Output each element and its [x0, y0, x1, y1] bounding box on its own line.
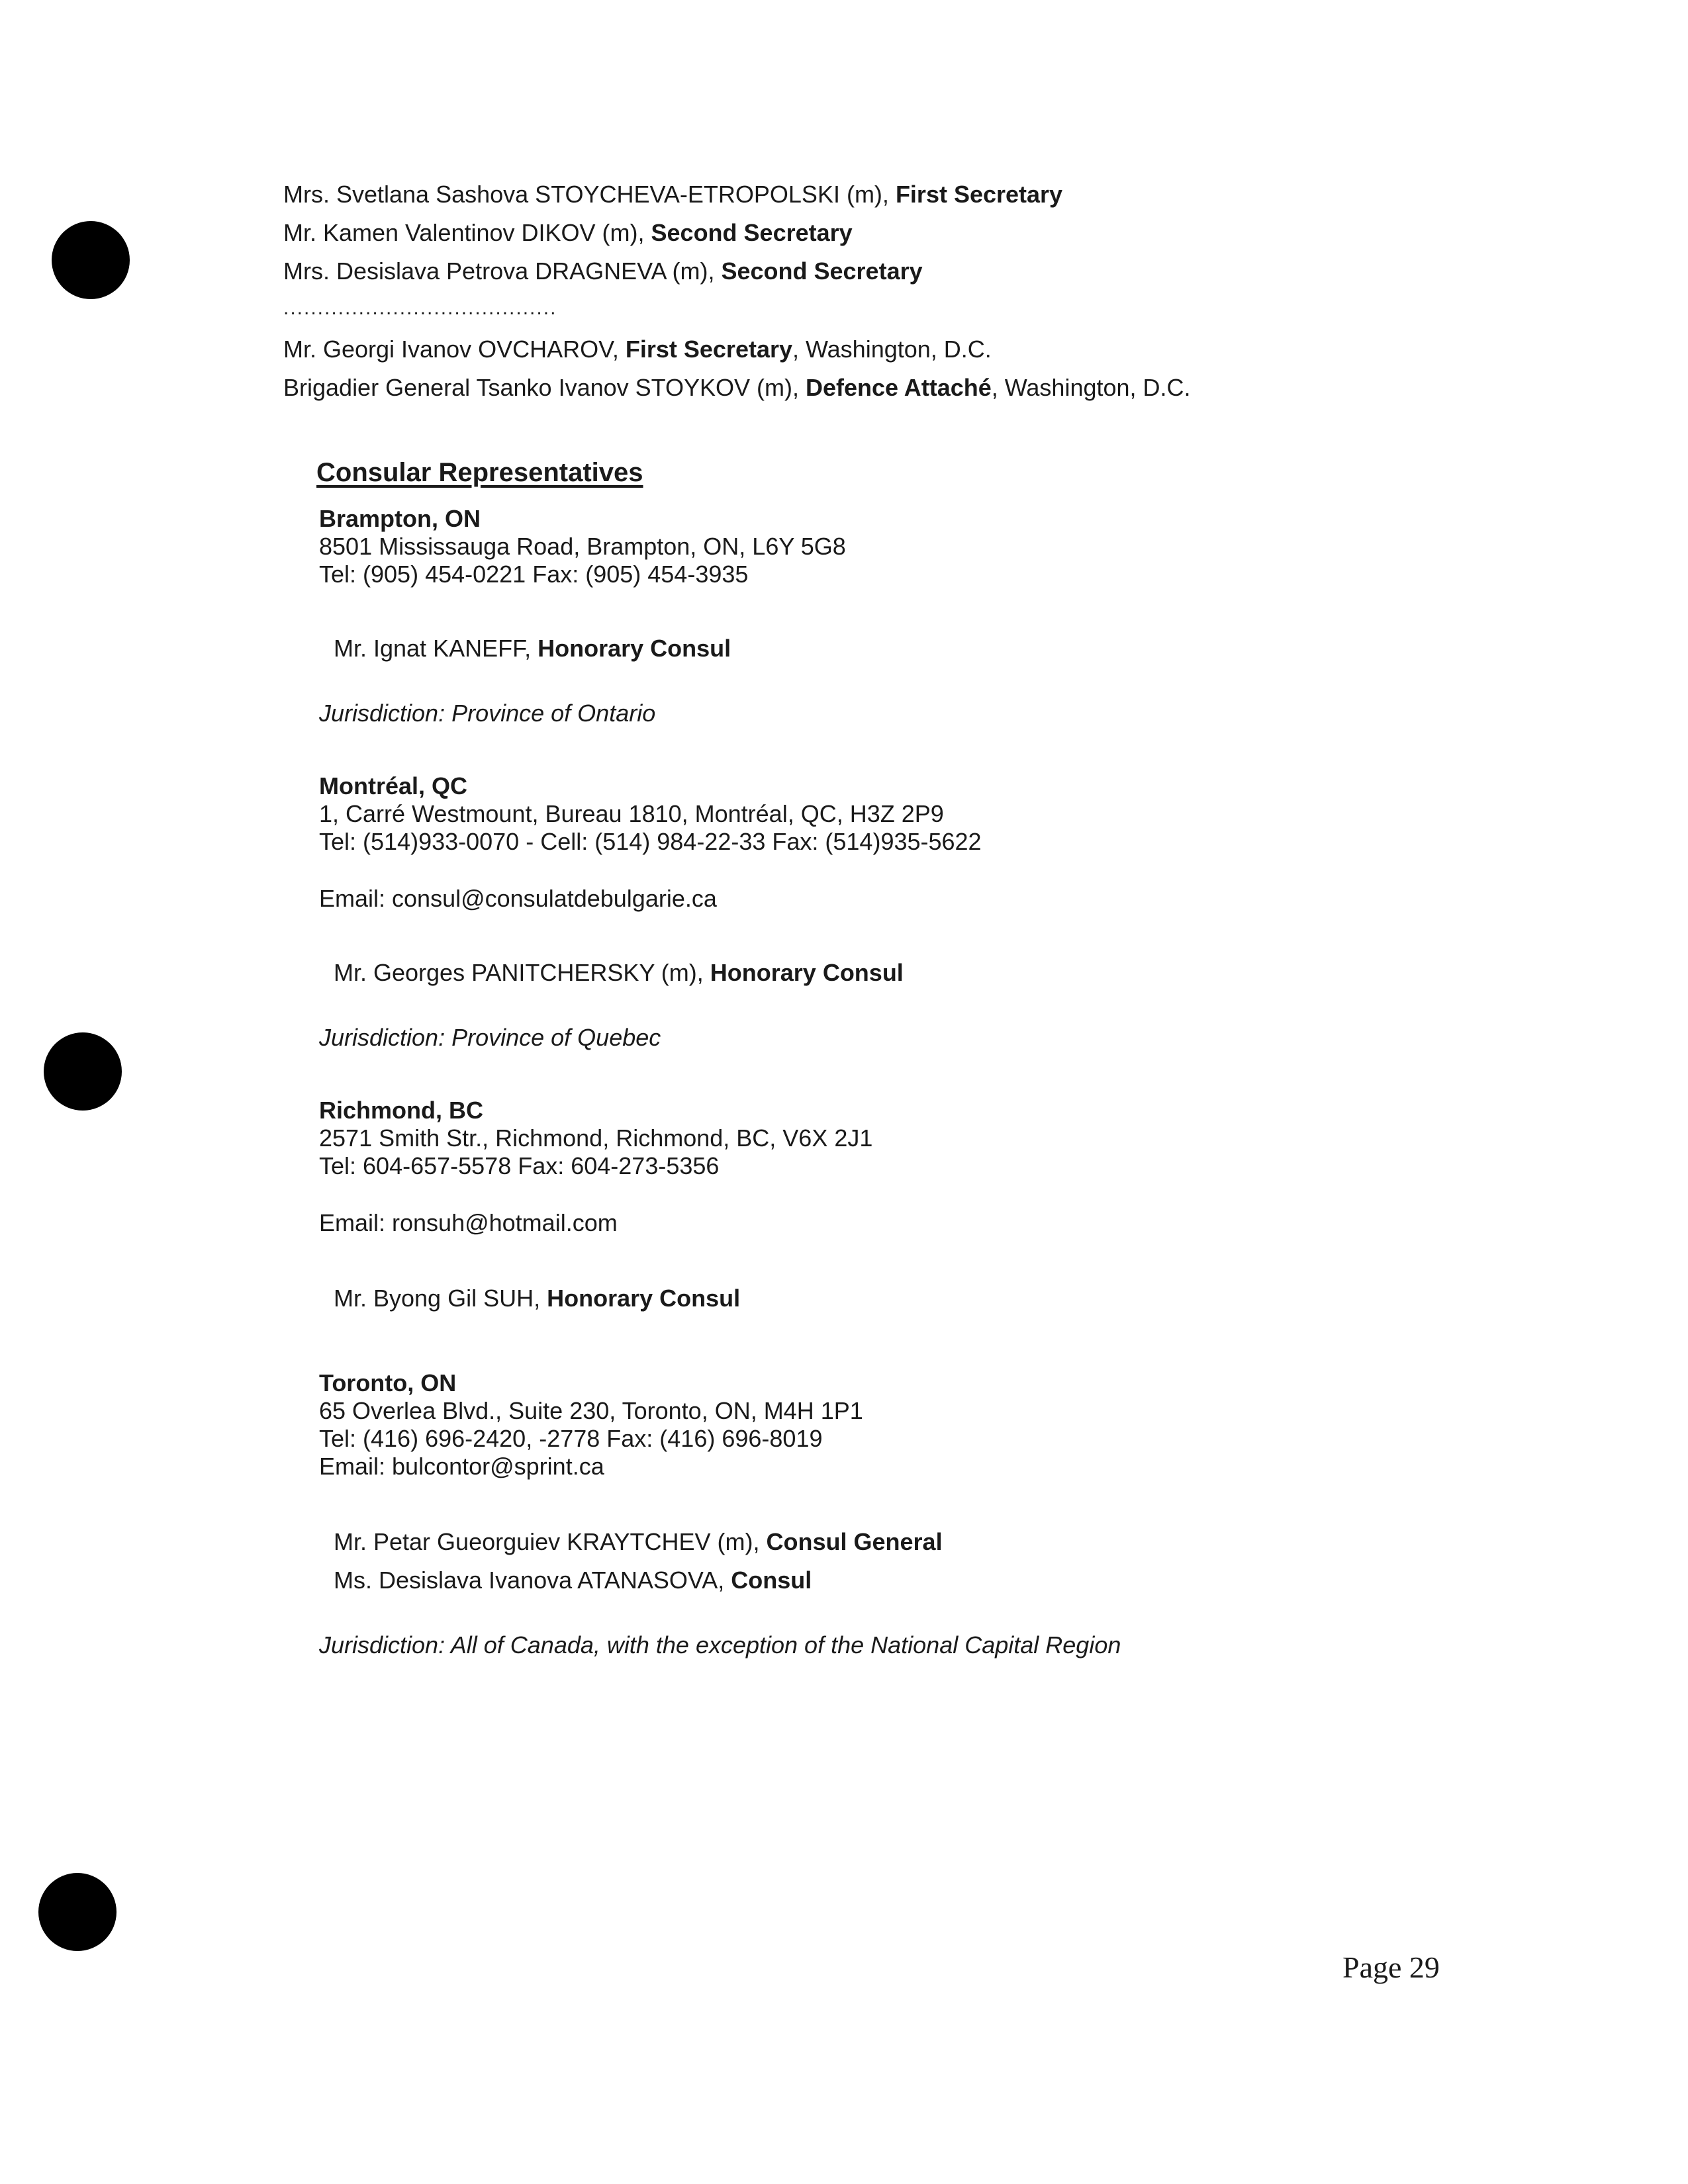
consul-line [334, 1527, 943, 1557]
staff-location: , Washington, D.C. [991, 374, 1191, 401]
binder-hole-top [52, 221, 130, 299]
consulate-city: Toronto, ON [319, 1369, 457, 1396]
consulate-email: Email: bulcontor@sprint.ca [319, 1453, 604, 1480]
jurisdiction: Jurisdiction: Province of Quebec [319, 1024, 661, 1051]
staff-location: , Washington, D.C. [792, 336, 992, 363]
consulate-email: Email: ronsuh@hotmail.com [319, 1209, 618, 1236]
staff-name: Mrs. Svetlana Sashova STOYCHEVA-ETROPOLSKI (m), [283, 181, 896, 208]
consul-name: Mr. Ignat KANEFF, [334, 635, 538, 662]
binder-hole-bottom [38, 1873, 117, 1951]
consulate-address: 8501 Mississauga Road, Brampton, ON, L6Y 5G8 [319, 533, 846, 560]
consul-line [334, 634, 731, 663]
consulate-city: Montréal, QC [319, 772, 468, 799]
dotted-separator: ........................................ [283, 297, 557, 319]
consul-line [334, 1284, 740, 1313]
staff-line [283, 218, 853, 248]
jurisdiction: Jurisdiction: All of Canada, with the exception of the National Capital Region [319, 1631, 1121, 1659]
staff-name: Mrs. Desislava Petrova DRAGNEVA (m), [283, 257, 722, 285]
staff-title: Second Secretary [651, 219, 853, 246]
staff-line [283, 180, 1062, 209]
staff-title: Second Secretary [721, 257, 923, 285]
staff-title: First Secretary [625, 336, 792, 363]
consul-name: Mr. Georges PANITCHERSKY (m), [334, 959, 710, 986]
consulate-city: Brampton, ON [319, 505, 481, 532]
consul-name: Ms. Desislava Ivanova ATANASOVA, [334, 1567, 731, 1594]
consul-name: Mr. Petar Gueorguiev KRAYTCHEV (m), [334, 1528, 767, 1555]
consul-name: Mr. Byong Gil SUH, [334, 1285, 547, 1312]
staff-name: Mr. Georgi Ivanov OVCHAROV, [283, 336, 626, 363]
consul-title: Honorary Consul [538, 635, 731, 662]
staff-name: Brigadier General Tsanko Ivanov STOYKOV (m), [283, 374, 806, 401]
consul-title: Consul [731, 1567, 812, 1594]
washington-staff-line [283, 373, 1191, 402]
consulate-phone: Tel: (416) 696-2420, -2778 Fax: (416) 696-8019 [319, 1425, 823, 1452]
consulate-phone: Tel: (514)933-0070 - Cell: (514) 984-22-33 Fax: (514)935-5622 [319, 828, 982, 855]
staff-title: First Secretary [895, 181, 1063, 208]
consul-title: Honorary Consul [547, 1285, 741, 1312]
consul-line [334, 958, 904, 987]
consulate-city: Richmond, BC [319, 1097, 483, 1124]
consulate-address: 1, Carré Westmount, Bureau 1810, Montréal, QC, H3Z 2P9 [319, 800, 944, 827]
jurisdiction: Jurisdiction: Province of Ontario [319, 700, 656, 727]
consulate-address: 2571 Smith Str., Richmond, Richmond, BC, V6X 2J1 [319, 1124, 873, 1152]
page-number: Page 29 [1342, 1950, 1440, 1984]
consul-title: Consul General [766, 1528, 943, 1555]
consulate-address: 65 Overlea Blvd., Suite 230, Toronto, ON, M4H 1P1 [319, 1397, 863, 1424]
consul-title: Honorary Consul [710, 959, 904, 986]
consul-line [334, 1566, 812, 1595]
consulate-email: Email: consul@consulatdebulgarie.ca [319, 885, 717, 912]
consulate-phone: Tel: 604-657-5578 Fax: 604-273-5356 [319, 1152, 720, 1179]
staff-title: Defence Attaché [806, 374, 992, 401]
staff-line [283, 257, 923, 286]
binder-hole-middle [44, 1032, 122, 1111]
staff-name: Mr. Kamen Valentinov DIKOV (m), [283, 219, 651, 246]
section-heading: Consular Representatives [316, 458, 643, 487]
washington-staff-line [283, 335, 992, 364]
consulate-phone: Tel: (905) 454-0221 Fax: (905) 454-3935 [319, 561, 749, 588]
